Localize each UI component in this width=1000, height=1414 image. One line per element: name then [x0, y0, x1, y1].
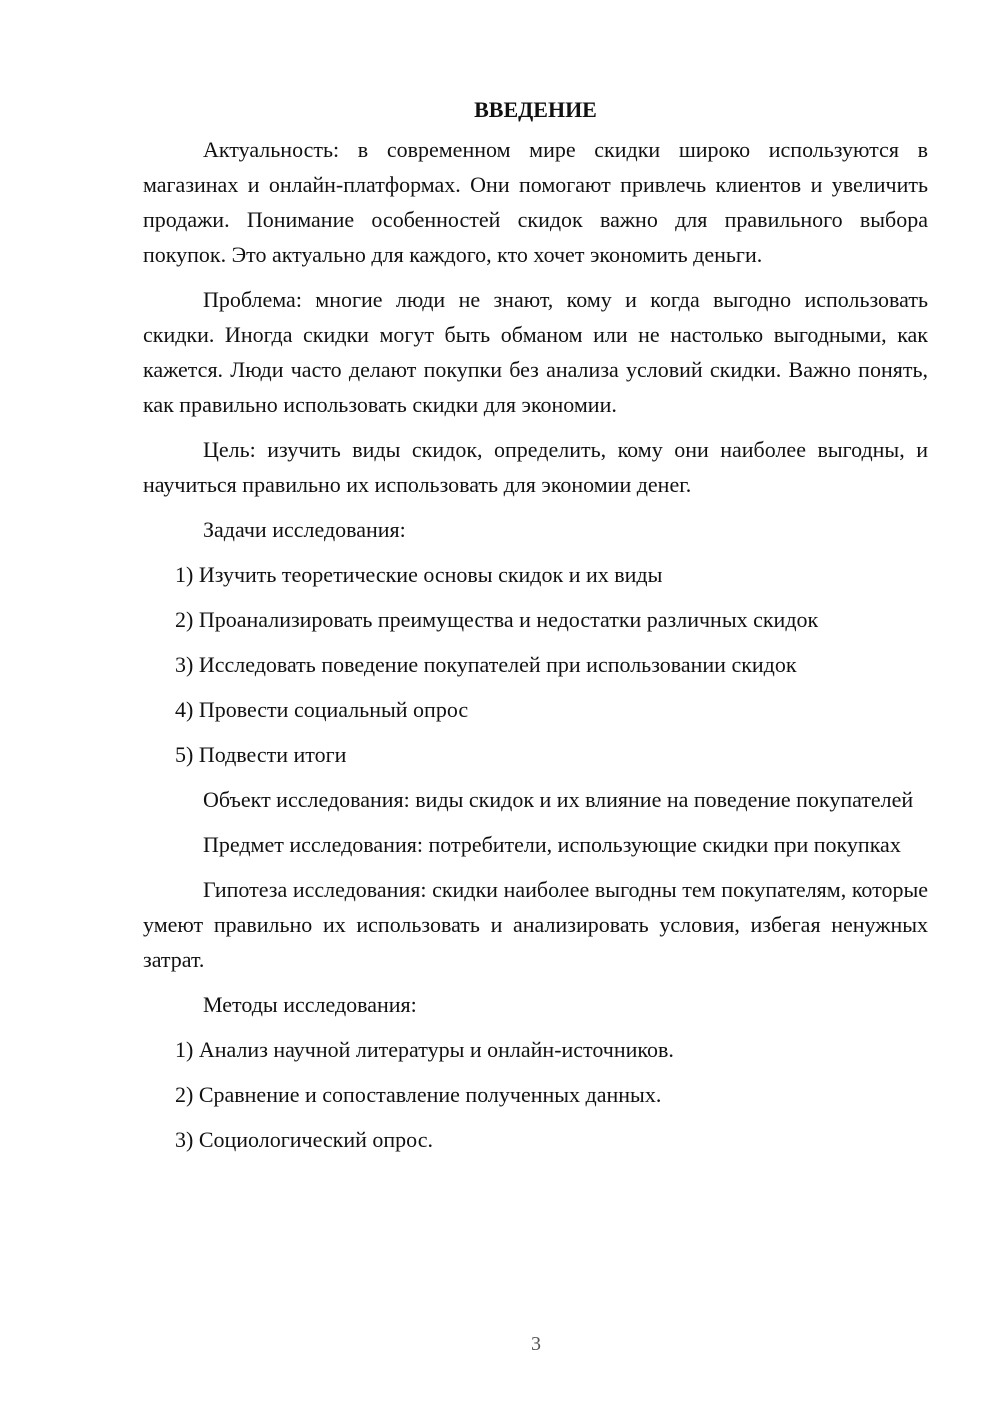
methods-list	[143, 1032, 928, 1157]
task-item: 5) Подвести итоги	[175, 742, 347, 767]
method-item: 1) Анализ научной литературы и онлайн-источников.	[175, 1037, 674, 1062]
document-body	[143, 92, 928, 1167]
method-item: 3) Социологический опрос.	[175, 1127, 433, 1152]
tasks-heading: Задачи исследования:	[203, 517, 406, 542]
hypothesis-paragraph: Гипотеза исследования: скидки наиболее выгодны тем покупателям, которые умеют правильно их использовать и анализировать условия, избегая ненужных затрат.	[143, 877, 928, 972]
subject-paragraph: Предмет исследования: потребители, использующие скидки при покупках	[203, 832, 901, 857]
task-item: 2) Проанализировать преимущества и недостатки различных скидок	[175, 607, 819, 632]
task-item: 3) Исследовать поведение покупателей при использовании скидок	[175, 652, 797, 677]
goal-paragraph: Цель: изучить виды скидок, определить, кому они наиболее выгодны, и научиться правильно их использовать для экономии денег.	[143, 437, 928, 497]
page-title: ВВЕДЕНИЕ	[474, 97, 597, 122]
relevance-paragraph: Актуальность: в современном мире скидки широко используются в магазинах и онлайн-платформах. Они помогают привлечь клиентов и увеличить продажи. Понимание особенностей скидок важно для правильного выбора покупок. Это актуально для каждого, кто хочет экономить деньги.	[143, 137, 928, 267]
method-item: 2) Сравнение и сопоставление полученных данных.	[175, 1082, 662, 1107]
task-item: 4) Провести социальный опрос	[175, 697, 469, 722]
task-item: 1) Изучить теоретические основы скидок и их виды	[175, 562, 663, 587]
page-number: 3	[531, 1333, 541, 1355]
problem-paragraph: Проблема: многие люди не знают, кому и когда выгодно использовать скидки. Иногда скидки могут быть обманом или не настолько выгодными, как кажется. Люди часто делают покупки без анализа условий скидки. Важно понять, как правильно использовать скидки для экономии.	[143, 287, 928, 417]
methods-heading: Методы исследования:	[203, 992, 417, 1017]
tasks-list	[143, 557, 928, 772]
object-paragraph: Объект исследования: виды скидок и их влияние на поведение покупателей	[203, 787, 914, 812]
